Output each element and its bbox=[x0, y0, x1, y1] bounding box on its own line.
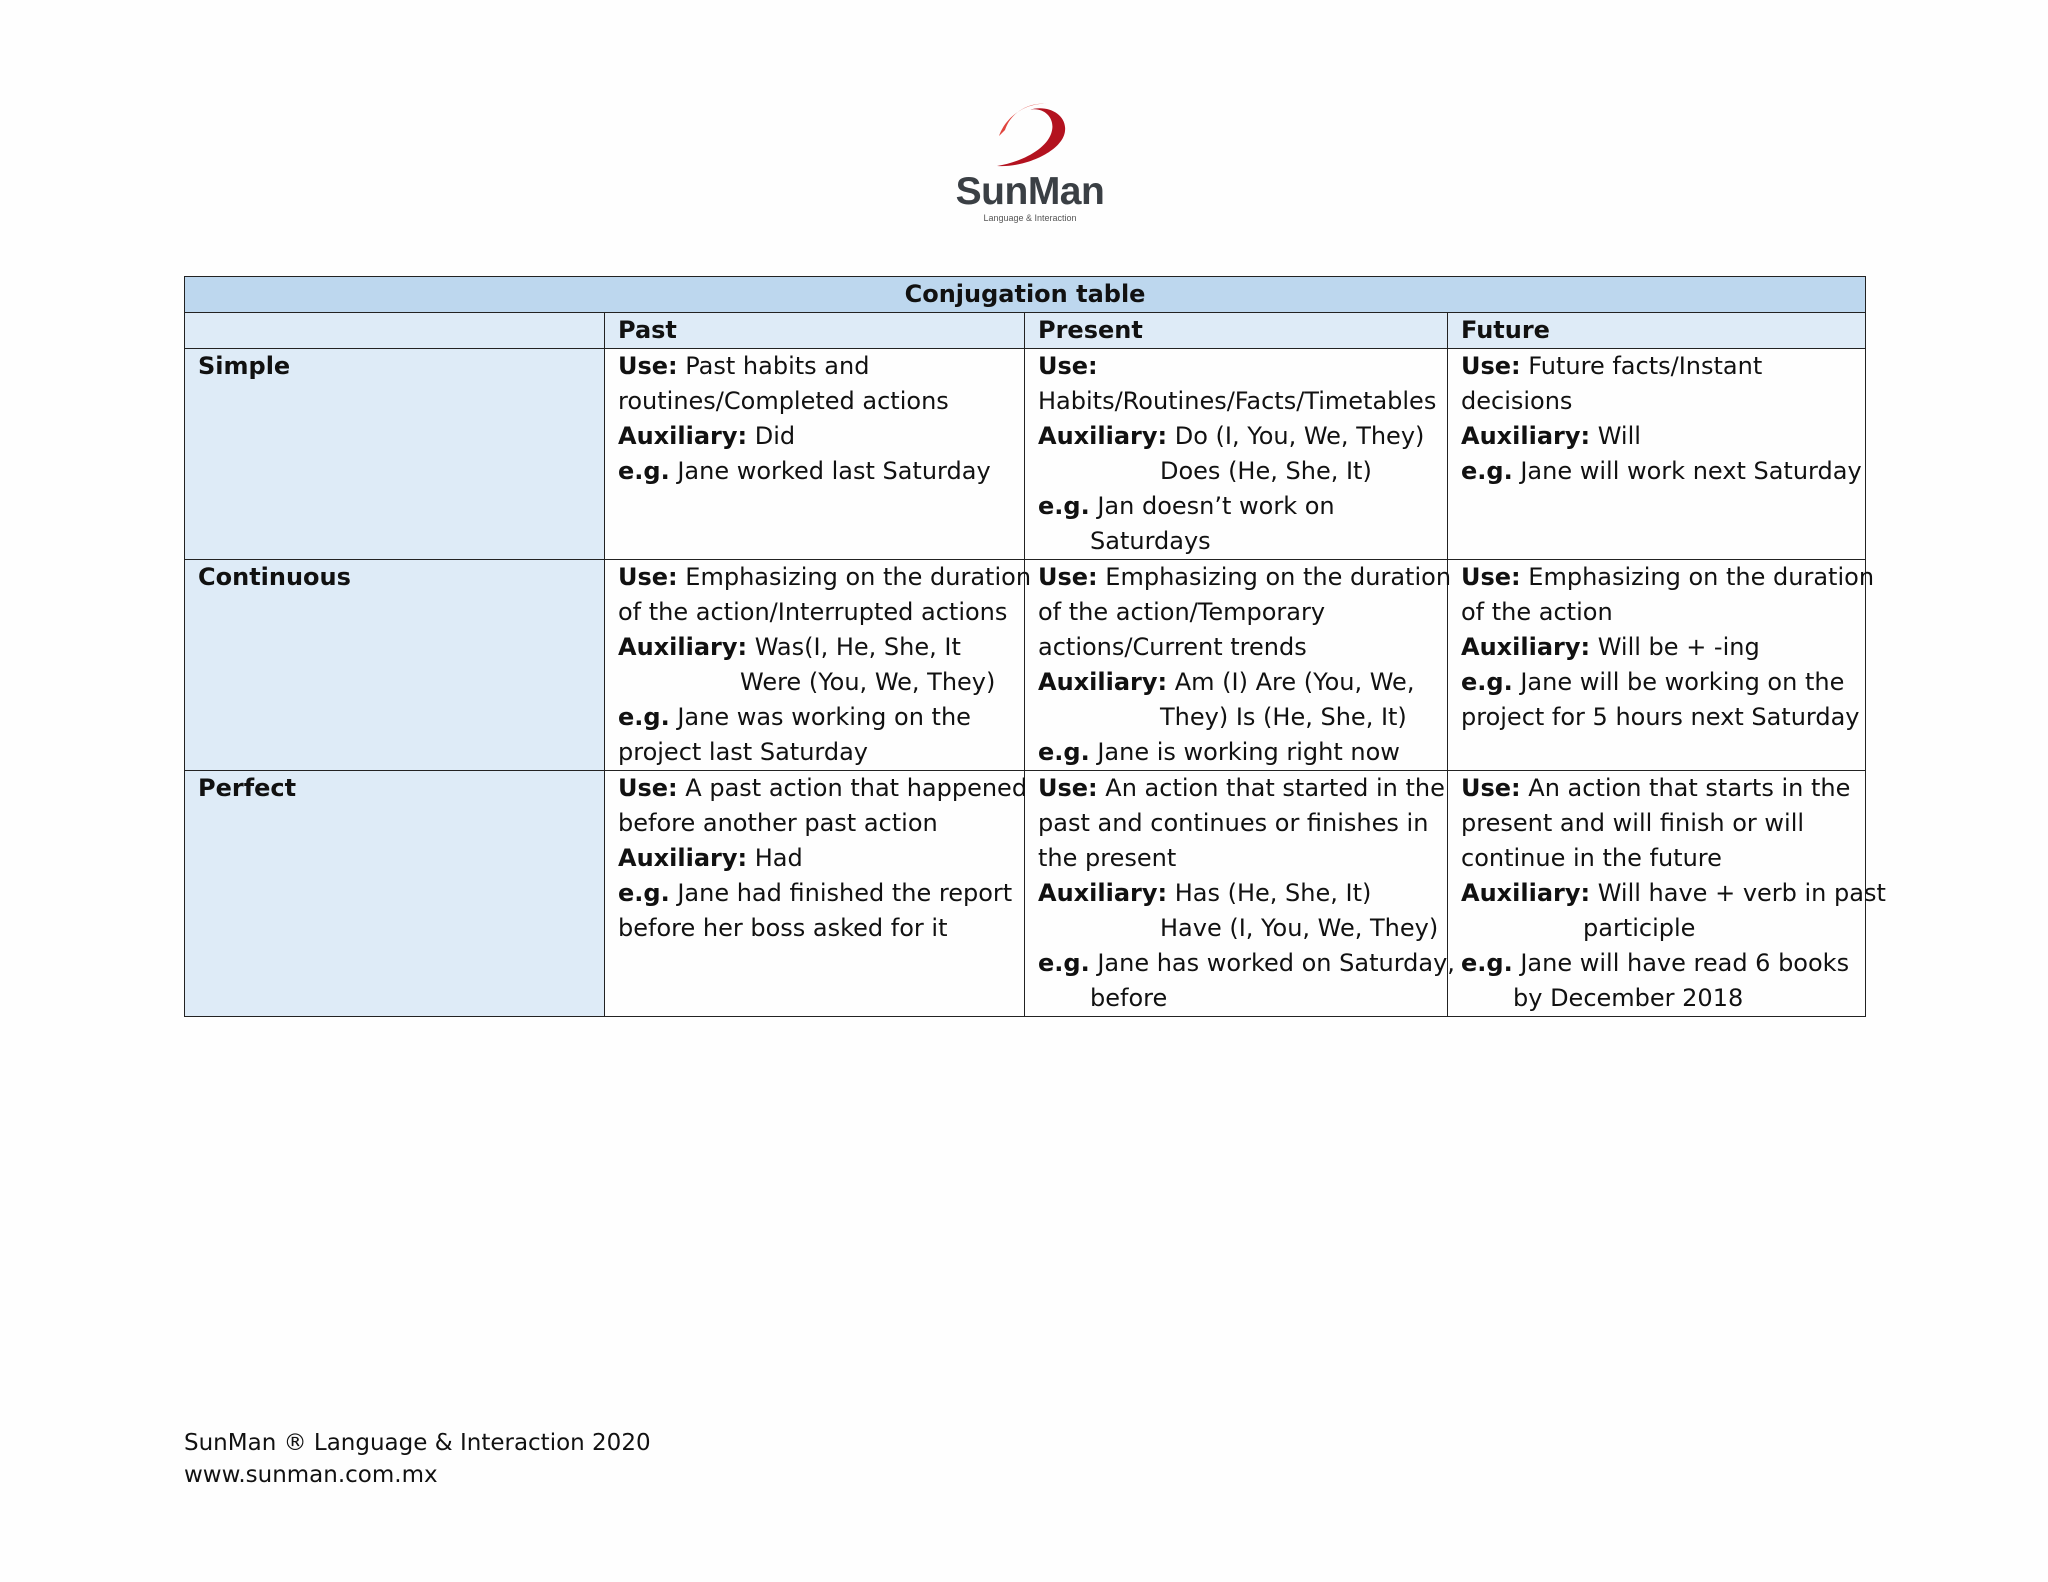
use-text-line: of the action bbox=[1461, 598, 1613, 626]
auxiliary-label: Auxiliary: bbox=[618, 422, 748, 450]
conjugation-table bbox=[184, 276, 1886, 1017]
table-row-simple bbox=[185, 349, 1866, 560]
column-header-present: Present bbox=[1025, 313, 1448, 349]
cell-perfect-future bbox=[1448, 771, 1886, 1017]
auxiliary-line bbox=[1038, 419, 1434, 454]
use-label: Use: bbox=[1461, 352, 1521, 380]
auxiliary-text: Was(I, He, She, It bbox=[747, 633, 961, 661]
example-text-line: before bbox=[1090, 984, 1168, 1012]
example-label: e.g. bbox=[1038, 492, 1090, 520]
example-label: e.g. bbox=[1038, 738, 1090, 766]
use-text: An action that starts in the bbox=[1520, 774, 1851, 802]
example-text: Jan doesn’t work on bbox=[1089, 492, 1335, 520]
sunman-swoosh-icon bbox=[985, 96, 1075, 174]
example-label: e.g. bbox=[1461, 949, 1513, 977]
use-text-line: actions/Current trends bbox=[1038, 633, 1307, 661]
use-label: Use: bbox=[1038, 774, 1098, 802]
example-line bbox=[1461, 665, 1852, 700]
use-text-line: past and continues or finishes in bbox=[1038, 809, 1429, 837]
auxiliary-text-line: They) Is (He, She, It) bbox=[1160, 703, 1407, 731]
example-line bbox=[1038, 735, 1434, 770]
example-text: Jane worked last Saturday bbox=[669, 457, 991, 485]
cell-simple-present bbox=[1025, 349, 1448, 560]
auxiliary-text-line: participle bbox=[1583, 914, 1696, 942]
auxiliary-label: Auxiliary: bbox=[1461, 879, 1591, 907]
auxiliary-text: Do (I, You, We, They) bbox=[1167, 422, 1425, 450]
example-text: Jane had finished the report bbox=[669, 879, 1013, 907]
sunman-logo bbox=[940, 96, 1120, 236]
example-line bbox=[1461, 946, 1852, 981]
use-text: Emphasizing on the duration bbox=[1097, 563, 1452, 591]
use-text: Emphasizing on the duration bbox=[1520, 563, 1875, 591]
use-line bbox=[1461, 771, 1852, 806]
example-line bbox=[618, 700, 1011, 735]
use-text-line: decisions bbox=[1461, 387, 1573, 415]
use-line bbox=[1038, 349, 1434, 384]
column-header-past: Past bbox=[605, 313, 1025, 349]
example-text-line: Saturdays bbox=[1090, 527, 1211, 555]
auxiliary-label: Auxiliary: bbox=[618, 844, 748, 872]
table-row-continuous bbox=[185, 560, 1866, 771]
use-text-line: before another past action bbox=[618, 809, 938, 837]
column-header-empty bbox=[185, 313, 605, 349]
auxiliary-line bbox=[1461, 630, 1852, 665]
cell-simple-future bbox=[1448, 349, 1866, 560]
example-line bbox=[618, 876, 1011, 911]
use-text-line: Habits/Routines/Facts/Timetables bbox=[1038, 387, 1437, 415]
footer-copyright: SunMan ® Language & Interaction 2020 bbox=[184, 1430, 651, 1456]
auxiliary-label: Auxiliary: bbox=[1461, 633, 1591, 661]
example-text: Jane will work next Saturday bbox=[1512, 457, 1862, 485]
use-line bbox=[618, 560, 1032, 595]
cell-continuous-past bbox=[605, 560, 1032, 771]
use-line bbox=[1461, 560, 1875, 595]
use-label: Use: bbox=[618, 352, 678, 380]
use-line bbox=[618, 349, 1011, 384]
column-header-future: Future bbox=[1448, 313, 1866, 349]
page-footer bbox=[184, 1427, 651, 1491]
use-text-line: of the action/Temporary bbox=[1038, 598, 1326, 626]
auxiliary-line bbox=[1461, 876, 1886, 911]
auxiliary-text: Will bbox=[1590, 422, 1641, 450]
example-text: Jane is working right now bbox=[1089, 738, 1400, 766]
use-label: Use: bbox=[1038, 352, 1098, 380]
use-line bbox=[1038, 560, 1452, 595]
use-line bbox=[1038, 771, 1445, 806]
auxiliary-line bbox=[618, 841, 1011, 876]
example-text: Jane has worked on Saturday, bbox=[1089, 949, 1455, 977]
example-text-line: before her boss asked for it bbox=[618, 914, 948, 942]
row-label-continuous: Continuous bbox=[185, 560, 605, 771]
auxiliary-line bbox=[618, 419, 1011, 454]
example-label: e.g. bbox=[618, 703, 670, 731]
use-line bbox=[618, 771, 1028, 806]
example-line bbox=[1038, 946, 1455, 981]
use-label: Use: bbox=[618, 774, 678, 802]
row-label-perfect: Perfect bbox=[185, 771, 605, 1017]
example-line bbox=[618, 454, 1011, 489]
example-label: e.g. bbox=[1038, 949, 1090, 977]
auxiliary-line bbox=[1038, 876, 1434, 911]
auxiliary-text: Has (He, She, It) bbox=[1167, 879, 1372, 907]
cell-continuous-present bbox=[1025, 560, 1452, 771]
auxiliary-text-line: Does (He, She, It) bbox=[1160, 457, 1372, 485]
use-text: An action that started in the bbox=[1097, 774, 1445, 802]
use-text-line: continue in the future bbox=[1461, 844, 1722, 872]
use-label: Use: bbox=[618, 563, 678, 591]
auxiliary-text: Will have + verb in past bbox=[1590, 879, 1886, 907]
example-line bbox=[1038, 489, 1434, 524]
row-label-simple: Simple bbox=[185, 349, 605, 560]
auxiliary-text: Will be + -ing bbox=[1590, 633, 1760, 661]
cell-perfect-present bbox=[1025, 771, 1455, 1017]
example-text-line: by December 2018 bbox=[1513, 984, 1744, 1012]
use-text: Emphasizing on the duration bbox=[677, 563, 1032, 591]
use-text: A past action that happened bbox=[677, 774, 1028, 802]
table-row-perfect bbox=[185, 771, 1866, 1017]
example-text: Jane will have read 6 books bbox=[1512, 949, 1850, 977]
use-text-line: present and will finish or will bbox=[1461, 809, 1805, 837]
auxiliary-line bbox=[618, 630, 1011, 665]
auxiliary-label: Auxiliary: bbox=[1461, 422, 1591, 450]
use-label: Use: bbox=[1461, 774, 1521, 802]
example-text: Jane was working on the bbox=[669, 703, 971, 731]
example-label: e.g. bbox=[618, 879, 670, 907]
use-label: Use: bbox=[1461, 563, 1521, 591]
example-label: e.g. bbox=[1461, 457, 1513, 485]
cell-continuous-future bbox=[1448, 560, 1875, 771]
auxiliary-label: Auxiliary: bbox=[618, 633, 748, 661]
auxiliary-label: Auxiliary: bbox=[1038, 668, 1168, 696]
cell-simple-past bbox=[605, 349, 1025, 560]
use-line bbox=[1461, 349, 1852, 384]
example-label: e.g. bbox=[618, 457, 670, 485]
example-text-line: project last Saturday bbox=[618, 738, 868, 766]
use-text: Future facts/Instant bbox=[1520, 352, 1763, 380]
auxiliary-line bbox=[1461, 419, 1852, 454]
auxiliary-text-line: Were (You, We, They) bbox=[740, 668, 996, 696]
auxiliary-text: Am (I) Are (You, We, bbox=[1167, 668, 1415, 696]
use-text: Past habits and bbox=[677, 352, 870, 380]
logo-tagline: Language & Interaction bbox=[983, 213, 1077, 223]
use-text-line: routines/Completed actions bbox=[618, 387, 949, 415]
auxiliary-label: Auxiliary: bbox=[1038, 422, 1168, 450]
table-title: Conjugation table bbox=[185, 277, 1866, 313]
auxiliary-label: Auxiliary: bbox=[1038, 879, 1168, 907]
auxiliary-text: Had bbox=[747, 844, 803, 872]
auxiliary-text: Did bbox=[747, 422, 796, 450]
example-label: e.g. bbox=[1461, 668, 1513, 696]
example-line bbox=[1461, 454, 1862, 489]
example-text: Jane will be working on the bbox=[1512, 668, 1845, 696]
auxiliary-line bbox=[1038, 665, 1434, 700]
auxiliary-text-line: Have (I, You, We, They) bbox=[1160, 914, 1439, 942]
logo-wordmark: SunMan bbox=[955, 170, 1105, 213]
example-text-line: project for 5 hours next Saturday bbox=[1461, 703, 1860, 731]
use-label: Use: bbox=[1038, 563, 1098, 591]
footer-website-link[interactable]: www.sunman.com.mx bbox=[184, 1462, 438, 1488]
cell-perfect-past bbox=[605, 771, 1028, 1017]
use-text-line: of the action/Interrupted actions bbox=[618, 598, 1008, 626]
use-text-line: the present bbox=[1038, 844, 1177, 872]
